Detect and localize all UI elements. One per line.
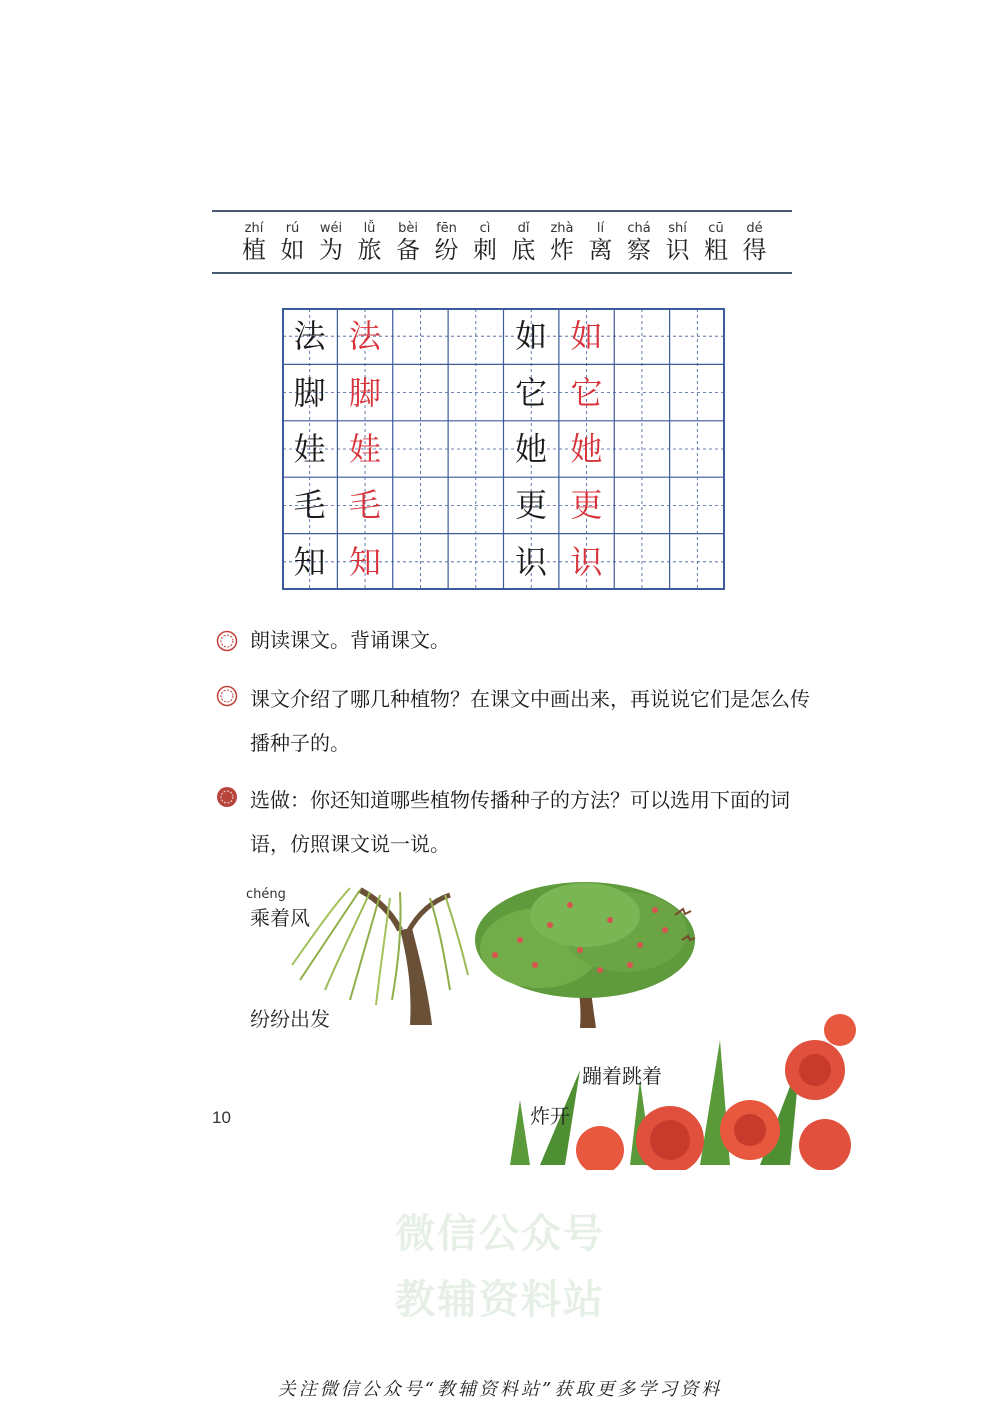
grid-char-text: 知	[293, 542, 326, 581]
grid-model-char	[504, 534, 559, 590]
label-beng-zhe-tiao-zhe: 蹦着跳着	[582, 1064, 662, 1088]
new-char-pinyin: rú	[285, 221, 300, 236]
new-char-2	[313, 222, 349, 264]
exercise-2-text: 课文介绍了哪几种植物？在课文中画出来，再说说它们是怎么传播种子的。	[250, 687, 810, 755]
new-char-pinyin: zhí	[244, 221, 264, 236]
new-char-5	[429, 222, 465, 264]
grid-char-text: 脚	[293, 373, 326, 412]
grid-trace-char	[337, 421, 392, 477]
grid-char-text: 法	[349, 317, 382, 356]
new-char-7	[506, 222, 542, 264]
grid-char-text: 法	[293, 317, 326, 356]
grid-char-text: 如	[570, 317, 603, 356]
grid-char-text: 更	[570, 486, 603, 525]
new-char-hanzi: 为	[319, 236, 343, 264]
new-char-0	[236, 222, 272, 264]
new-char-hanzi: 备	[396, 236, 420, 264]
strip-bottom-rule	[212, 272, 792, 274]
new-char-1	[275, 222, 311, 264]
new-char-pinyin: lǚ	[363, 221, 376, 236]
grid-trace-char	[337, 534, 392, 590]
new-char-hanzi: 察	[627, 236, 651, 264]
label-fen-fen-chu-fa: 纷纷出发	[250, 1007, 330, 1031]
grid-model-char	[504, 477, 559, 533]
grid-char-text: 更	[515, 486, 548, 525]
footer-text: 关注微信公众号“教辅资料站”获取更多学习资料	[277, 1379, 723, 1400]
new-char-3	[352, 222, 388, 264]
new-char-8	[544, 222, 580, 264]
exercise-1-text: 朗读课文。背诵课文。	[250, 628, 450, 652]
new-char-pinyin: shí	[668, 221, 687, 236]
new-char-hanzi: 如	[280, 236, 305, 264]
new-char-pinyin: bèi	[398, 221, 418, 236]
new-char-13	[737, 222, 773, 264]
green-tree	[475, 882, 695, 1028]
new-char-pinyin: wéi	[319, 221, 343, 236]
grid-trace-char	[559, 477, 614, 533]
new-char-hanzi: 离	[588, 236, 613, 264]
new-char-9	[583, 222, 619, 264]
new-char-pinyin: dǐ	[517, 221, 530, 236]
new-char-hanzi: 粗	[704, 236, 728, 264]
grid-char-text: 娃	[293, 429, 326, 468]
label-cheng-zhe-feng: 乘着风	[250, 906, 310, 930]
exercise-seal-icon	[216, 630, 238, 652]
new-char-pinyin: chá	[627, 221, 651, 236]
new-char-hanzi: 得	[742, 236, 767, 264]
new-char-4	[390, 222, 426, 264]
grid-char-text: 知	[349, 542, 382, 581]
new-char-hanzi: 炸	[550, 236, 574, 264]
grid-char-text: 识	[570, 542, 603, 581]
grid-model-char	[504, 421, 559, 477]
plants-illustration	[280, 870, 860, 1170]
grid-model-char	[282, 308, 337, 364]
cheng-pinyin: chéng	[246, 887, 286, 902]
new-char-hanzi: 识	[665, 236, 690, 264]
exercise-seal-icon	[216, 685, 238, 707]
page-number: 10	[212, 1108, 231, 1127]
writing-grid	[282, 308, 725, 590]
grid-char-text: 毛	[349, 486, 382, 525]
grid-trace-char	[337, 477, 392, 533]
new-char-6	[467, 222, 503, 264]
grid-char-text: 它	[515, 373, 548, 412]
red-flowers	[510, 1014, 856, 1170]
new-char-pinyin: cì	[479, 221, 491, 236]
grid-char-text: 她	[570, 429, 603, 468]
new-char-12	[698, 222, 734, 264]
new-char-hanzi: 植	[242, 236, 266, 264]
grid-char-text: 如	[515, 317, 548, 356]
new-char-pinyin: dé	[746, 221, 763, 236]
grid-trace-char	[559, 421, 614, 477]
new-char-hanzi: 底	[511, 236, 536, 264]
label-zha-kai: 炸开	[530, 1104, 570, 1128]
grid-char-text: 毛	[293, 486, 326, 525]
watermark-line-1: 微信公众号	[395, 1211, 605, 1257]
exercise-optional-seal-icon	[216, 786, 238, 808]
new-char-hanzi: 刺	[473, 236, 497, 264]
watermark-line-2: 教辅资料站	[395, 1277, 605, 1323]
grid-trace-char	[559, 534, 614, 590]
grid-trace-char	[337, 308, 392, 364]
exercise-3-text: 选做：你还知道哪些植物传播种子的方法？可以选用下面的词语，仿照课文说一说。	[250, 788, 790, 856]
new-char-10	[621, 222, 657, 264]
grid-model-char	[504, 364, 559, 420]
new-char-hanzi: 旅	[357, 236, 382, 264]
strip-top-rule	[212, 210, 792, 212]
grid-model-char	[504, 308, 559, 364]
grid-char-text: 她	[515, 429, 548, 468]
new-char-pinyin: fēn	[436, 221, 457, 236]
grid-char-text: 娃	[349, 429, 382, 468]
new-char-hanzi: 纷	[434, 236, 459, 264]
grid-trace-char	[559, 364, 614, 420]
new-char-pinyin: lí	[596, 221, 605, 236]
grid-model-char	[282, 534, 337, 590]
new-char-pinyin: cū	[708, 221, 724, 236]
grid-char-text: 识	[515, 542, 548, 581]
grid-model-char	[282, 421, 337, 477]
new-char-11	[660, 222, 696, 264]
grid-char-text: 它	[570, 373, 603, 412]
grid-model-char	[282, 364, 337, 420]
grid-char-text: 脚	[349, 373, 382, 412]
grid-trace-char	[559, 308, 614, 364]
grid-trace-char	[337, 364, 392, 420]
new-char-pinyin: zhà	[550, 221, 574, 236]
grid-model-char	[282, 477, 337, 533]
